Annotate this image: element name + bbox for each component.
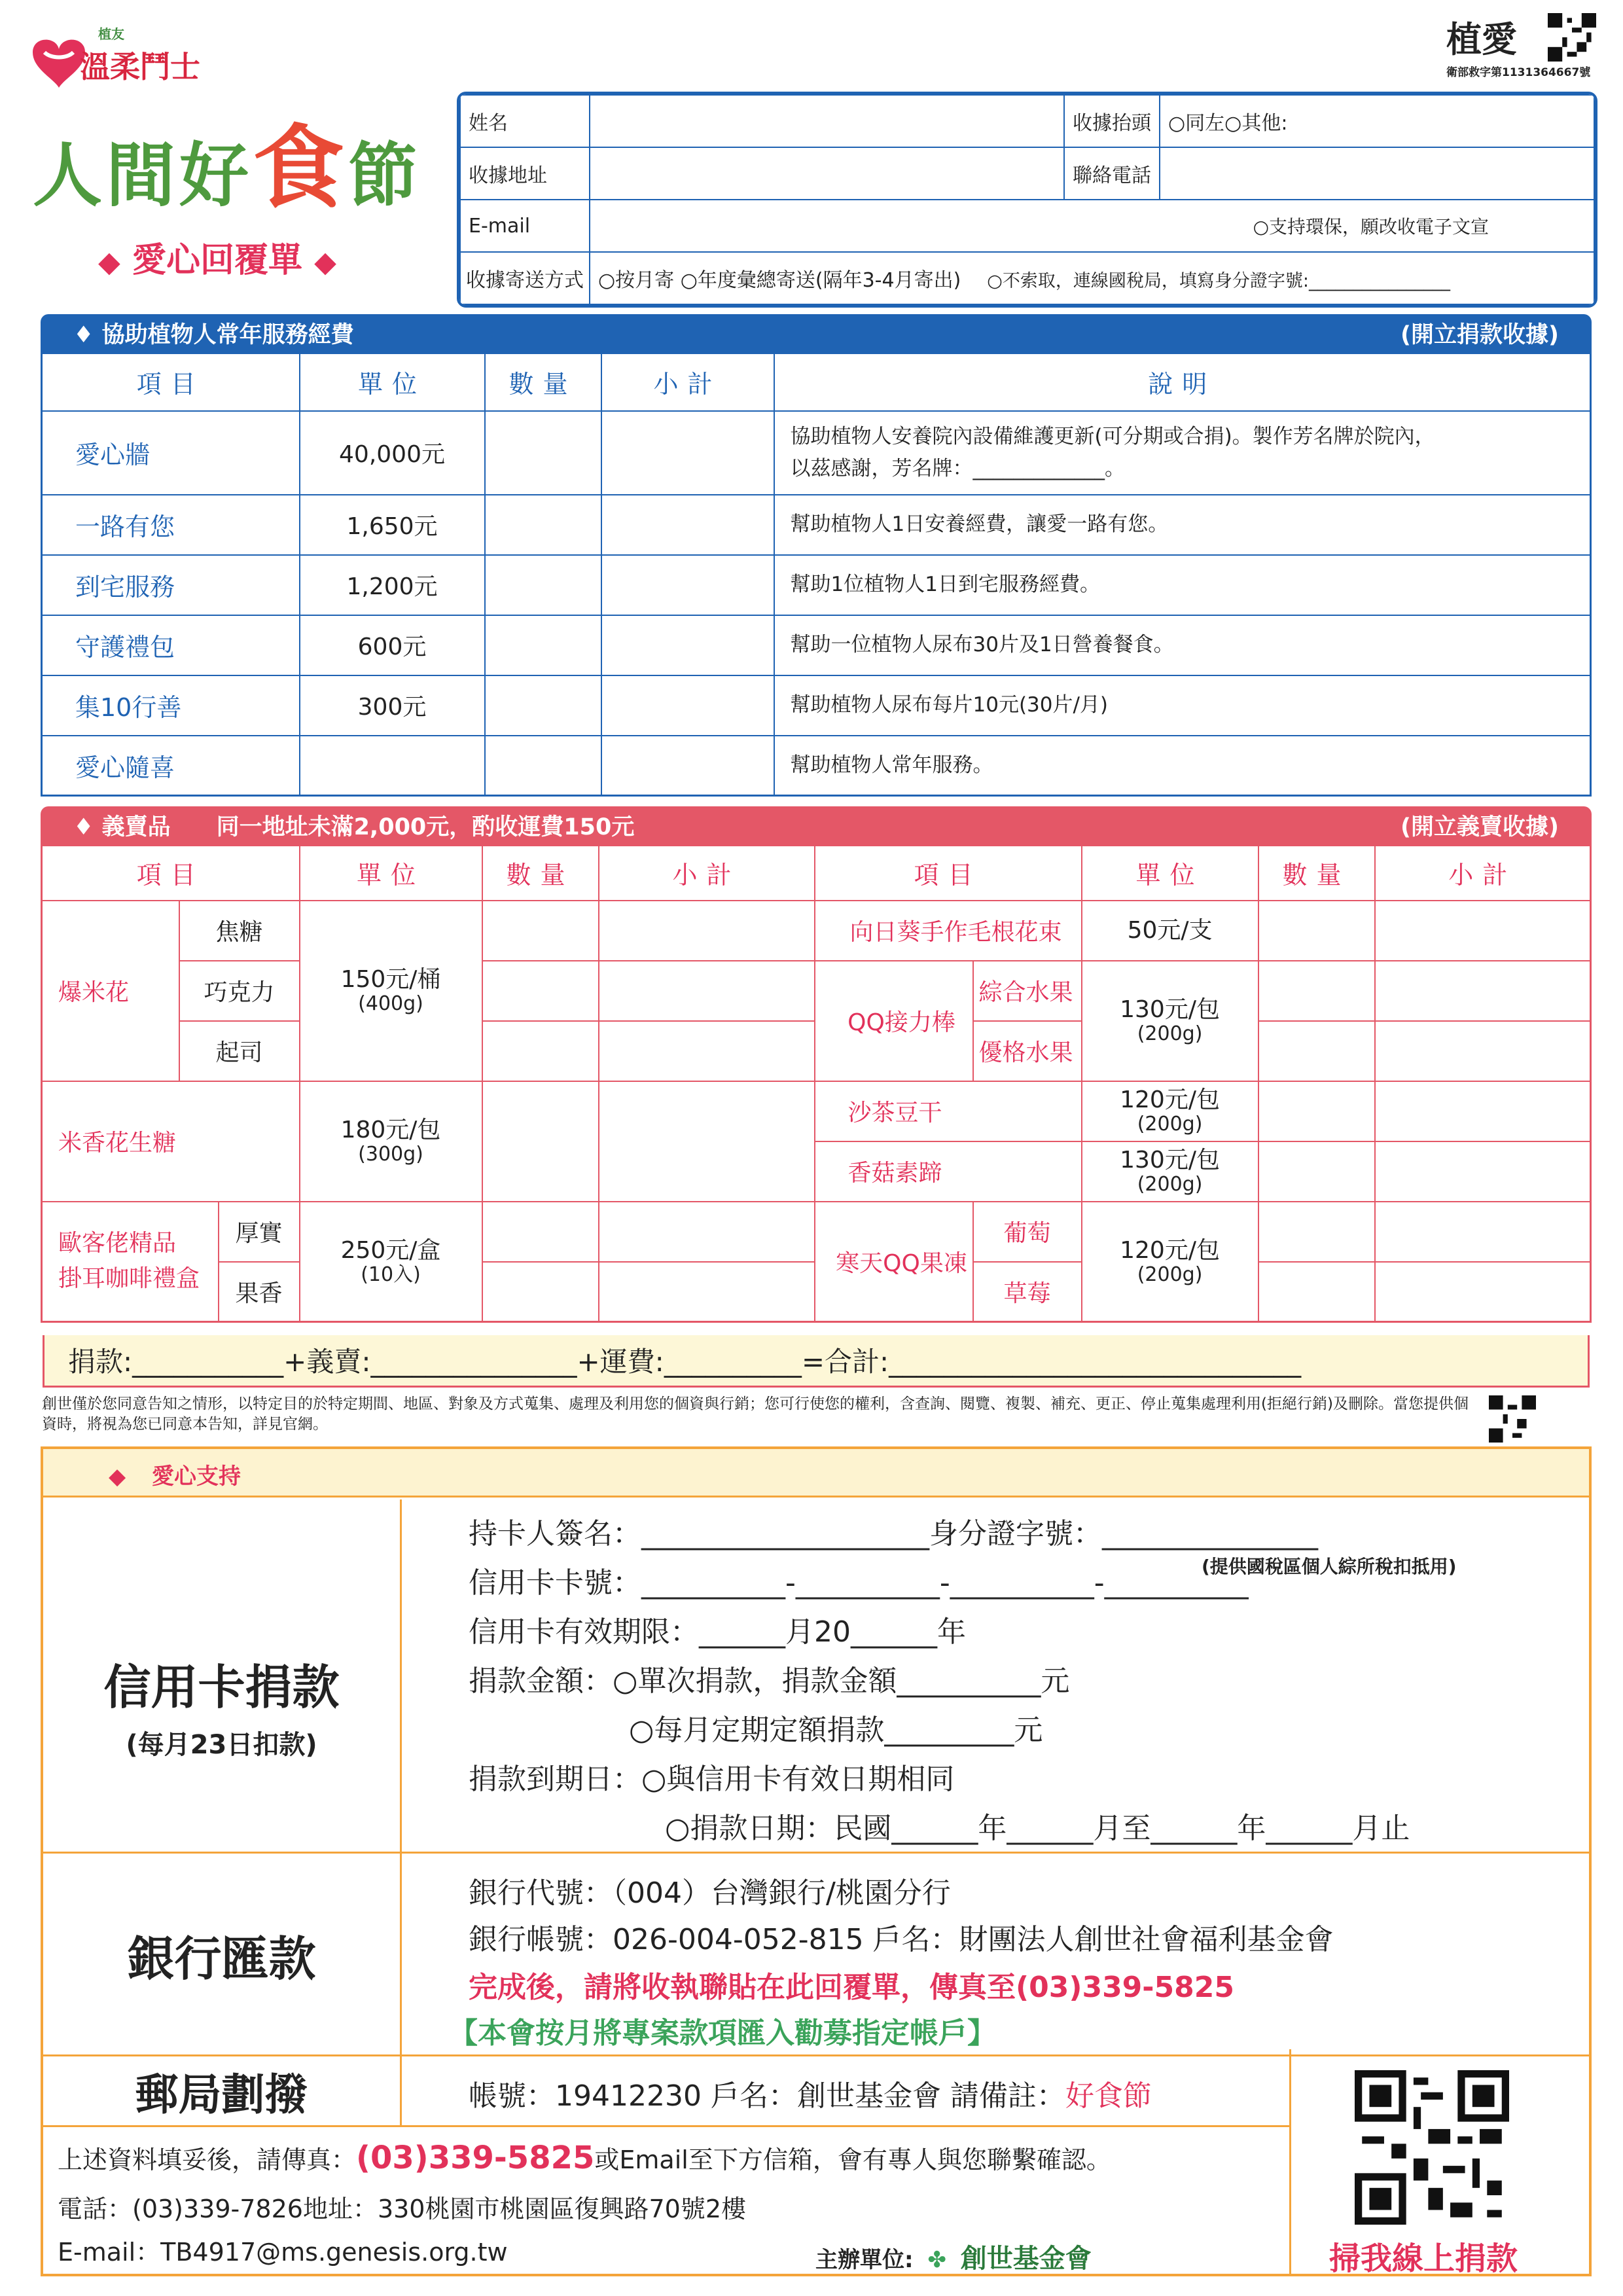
quantity-field[interactable] bbox=[1258, 1081, 1375, 1141]
postal-account: 帳號：19412230 戶名：創世基金會 請備註：好食節 bbox=[469, 2079, 1152, 2113]
registration-number: 衛部救字第1131364667號 bbox=[1446, 66, 1591, 79]
table-row: 巧克力 QQ接力棒 綜合水果 130元/包 (200g) bbox=[42, 961, 1591, 1021]
cardholder-line[interactable]: 持卡人簽名：____________________身分證字號：_______________ bbox=[469, 1517, 1318, 1551]
table-row: 愛心牆 40,000元 協助植物人安養院內設備維護更新(可分期或合捐)。製作芳名牌於院內， 以茲感謝，芳名牌：_____________。 bbox=[42, 411, 1591, 495]
name-label: 姓名 bbox=[460, 95, 590, 147]
reply-form-title: ◆ 愛心回覆單 ◆ bbox=[98, 241, 336, 280]
subtotal-field[interactable] bbox=[601, 675, 774, 736]
monthly-donation-option[interactable]: ○每月定期定額捐款_________元 bbox=[629, 1713, 1043, 1747]
table-row: 米香花生糖 180元/包 (300g) 沙茶豆干 120元/包 (200g) bbox=[42, 1081, 1591, 1141]
tax-note: (提供國稅區個人綜所稅扣抵用) bbox=[1202, 1556, 1457, 1577]
logo-subtext: 植友 bbox=[98, 26, 124, 42]
subtotal-field[interactable] bbox=[599, 961, 815, 1021]
star-icon: ◆ bbox=[109, 1463, 126, 1490]
quantity-field[interactable] bbox=[482, 961, 599, 1021]
sale-section-header: ♦ 義賣品 同一地址未滿2,000元，酌收運費150元 (開立義賣收據) bbox=[41, 806, 1592, 844]
quantity-field[interactable] bbox=[482, 1262, 599, 1322]
quantity-field[interactable] bbox=[1258, 961, 1375, 1021]
table-row: 香菇素蹄 130元/包 (200g) bbox=[42, 1141, 1591, 1202]
receipt-address-field[interactable] bbox=[590, 147, 1064, 200]
table-row: 爆米花 焦糖 150元/桶 (400g) 向日葵手作毛根花束 50元/支 bbox=[42, 901, 1591, 961]
end-date-same-option[interactable]: 捐款到期日：○與信用卡有效日期相同 bbox=[469, 1763, 955, 1796]
quantity-field[interactable] bbox=[485, 555, 601, 615]
quantity-field[interactable] bbox=[485, 615, 601, 675]
eco-option[interactable]: ○支持環保，願改收電子文宣 bbox=[590, 200, 1594, 252]
organizer-logo-icon: ✤ bbox=[927, 2247, 946, 2273]
subtotal-field[interactable] bbox=[601, 411, 774, 495]
end-date-custom-option[interactable]: ○捐款日期：民國______年______月至______年______月止 bbox=[665, 1812, 1410, 1845]
table-row: 歐客佬精品 掛耳咖啡禮盒 厚實 250元/盒 (10入) 寒天QQ果凍 葡萄 120元/包 (200g) bbox=[42, 1202, 1591, 1262]
table-header-row: 項目 單位 數量 小計 項目 單位 數量 小計 bbox=[42, 846, 1591, 901]
receipt-title-label: 收據抬頭 bbox=[1064, 95, 1160, 147]
subtotal-field[interactable] bbox=[599, 1202, 815, 1262]
subtotal-field[interactable] bbox=[599, 1262, 815, 1322]
scan-to-donate: 掃我線上捐款 bbox=[1329, 2240, 1518, 2277]
subtotal-field[interactable] bbox=[1375, 1081, 1591, 1141]
quantity-field[interactable] bbox=[1258, 1021, 1375, 1081]
quantity-field[interactable] bbox=[1258, 901, 1375, 961]
quantity-field[interactable] bbox=[1258, 1262, 1375, 1322]
privacy-notice: 創世僅於您同意告知之情形，以特定目的於特定期間、地區、對象及方式蒐集、處理及利用您的個資與行銷；您可行使您的權利，含查詢、閱覽、複製、補充、更正、停止蒐集處理利用(拒絕行銷)及刪除。當您提供個資時，將視為您已同意本告知，詳見官網。 bbox=[42, 1395, 1469, 1433]
qr-code-icon bbox=[1489, 1395, 1536, 1443]
subtotal-field[interactable] bbox=[1375, 1141, 1591, 1202]
card-number-line[interactable]: 信用卡卡號：__________-__________-__________-__________ bbox=[469, 1566, 1249, 1600]
quantity-field[interactable] bbox=[1258, 1202, 1375, 1262]
table-row: 到宅服務 1,200元 幫助1位植物人1日到宅服務經費。 bbox=[42, 555, 1591, 615]
subtotal-field[interactable] bbox=[599, 1081, 815, 1202]
total-line[interactable]: 捐款:___________+義賣:_______________+運費:__________=合計:______________________________ bbox=[43, 1335, 1590, 1388]
subtotal-field[interactable] bbox=[599, 901, 815, 961]
table-row: 守護禮包 600元 幫助一位植物人尿布30片及1日營養餐食。 bbox=[42, 615, 1591, 675]
support-section-header: ◆ 愛心支持 bbox=[43, 1449, 1589, 1498]
charity-sale-section bbox=[41, 806, 1592, 1323]
quantity-field[interactable] bbox=[485, 411, 601, 495]
card-expiry-line[interactable]: 信用卡有效期限：______月20______年 bbox=[469, 1615, 966, 1649]
quantity-field[interactable] bbox=[485, 675, 601, 736]
subtotal-field[interactable] bbox=[1375, 1202, 1591, 1262]
subtotal-field[interactable] bbox=[1375, 1262, 1591, 1322]
table-row: 起司 優格水果 bbox=[42, 1021, 1591, 1081]
quantity-field[interactable] bbox=[482, 901, 599, 961]
quantity-field[interactable] bbox=[482, 1081, 599, 1202]
table-row: 愛心隨喜 幫助植物人常年服務。 bbox=[42, 736, 1591, 796]
bank-code: 銀行代號：（004）台灣銀行/桃園分行 bbox=[469, 1876, 951, 1910]
bank-account: 銀行帳號：026-004-052-815 戶名：財團法人創世社會福利基金會 bbox=[469, 1923, 1334, 1956]
bank-transfer-label: 銀行匯款 bbox=[43, 1854, 402, 2056]
subtotal-field[interactable] bbox=[601, 555, 774, 615]
donation-qr-code-icon[interactable] bbox=[1355, 2070, 1509, 2225]
phone-label: 聯絡電話 bbox=[1064, 147, 1160, 200]
postal-transfer-label: 郵局劃撥 bbox=[43, 2056, 402, 2125]
quantity-field[interactable] bbox=[485, 736, 601, 796]
mail-method-options[interactable]: ○按月寄 ○年度彙總寄送(隔年3-4月寄出) ○不索取，連線國稅局，填寫身分證字號:________________ bbox=[590, 252, 1594, 304]
service-fund-section bbox=[41, 314, 1592, 797]
quantity-field[interactable] bbox=[482, 1021, 599, 1081]
email-label: E-mail bbox=[460, 200, 590, 252]
table-row: 果香 草莓 bbox=[42, 1262, 1591, 1322]
table-row: 一路有您 1,650元 幫助植物人1日安養經費，讓愛一路有您。 bbox=[42, 495, 1591, 555]
phone-field[interactable] bbox=[1160, 147, 1594, 200]
mail-method-label: 收據寄送方式 bbox=[460, 252, 590, 304]
table-header-row: 項目 單位 數量 小計 說明 bbox=[42, 353, 1591, 411]
org-mark: 植愛 bbox=[1446, 19, 1517, 60]
service-table bbox=[41, 352, 1592, 797]
quantity-field[interactable] bbox=[482, 1202, 599, 1262]
single-donation-option[interactable]: 捐款金額：○單次捐款，捐款金額__________元 bbox=[469, 1664, 1070, 1698]
personal-info-form bbox=[457, 92, 1597, 308]
fax-instruction: 上述資料填妥後，請傳真：(03)339-5825或Email至下方信箱，會有專人與您聯繫確認。 bbox=[58, 2140, 1111, 2176]
credit-card-label: 信用卡捐款 (每月23日扣款) bbox=[43, 1499, 402, 1910]
contact-info: 電話：(03)339-7826地址：330桃園市桃園區復興路70號2樓 bbox=[58, 2195, 747, 2223]
name-field[interactable] bbox=[590, 95, 1064, 147]
qr-code-icon bbox=[1548, 13, 1596, 62]
receipt-address-label: 收據地址 bbox=[460, 147, 590, 200]
bank-fax-instruction: 完成後，請將收執聯貼在此回覆單，傳真至(03)339-5825 bbox=[469, 1971, 1235, 2004]
service-section-header: ♦ 協助植物人常年服務經費 (開立捐款收據) bbox=[41, 314, 1592, 352]
organizer: 主辦單位: ✤ 創世基金會 bbox=[815, 2244, 1092, 2274]
bank-account-note: 【本會按月將專案款項匯入勸募指定帳戶】 bbox=[449, 2017, 996, 2050]
sale-table bbox=[41, 844, 1592, 1323]
subtotal-field[interactable] bbox=[601, 495, 774, 555]
contact-email[interactable]: E-mail：TB4917@ms.genesis.org.tw bbox=[58, 2238, 508, 2267]
star-icon: ◆ bbox=[98, 245, 120, 279]
quantity-field[interactable] bbox=[1258, 1141, 1375, 1202]
subtotal-field[interactable] bbox=[599, 1021, 815, 1081]
star-icon: ◆ bbox=[314, 245, 336, 279]
subtotal-field[interactable] bbox=[601, 736, 774, 796]
table-row: 集10行善 300元 幫助植物人尿布每片10元(30片/月) bbox=[42, 675, 1591, 736]
subtotal-field[interactable] bbox=[1375, 961, 1591, 1021]
quantity-field[interactable] bbox=[485, 495, 601, 555]
subtotal-field[interactable] bbox=[1375, 1021, 1591, 1081]
receipt-title-options[interactable]: ○同左○其他: bbox=[1160, 95, 1594, 147]
logo-text: 溫柔鬥士 bbox=[80, 49, 200, 84]
subtotal-field[interactable] bbox=[1375, 901, 1591, 961]
page-title: 人間好食節 bbox=[33, 115, 422, 222]
subtotal-field[interactable] bbox=[601, 615, 774, 675]
